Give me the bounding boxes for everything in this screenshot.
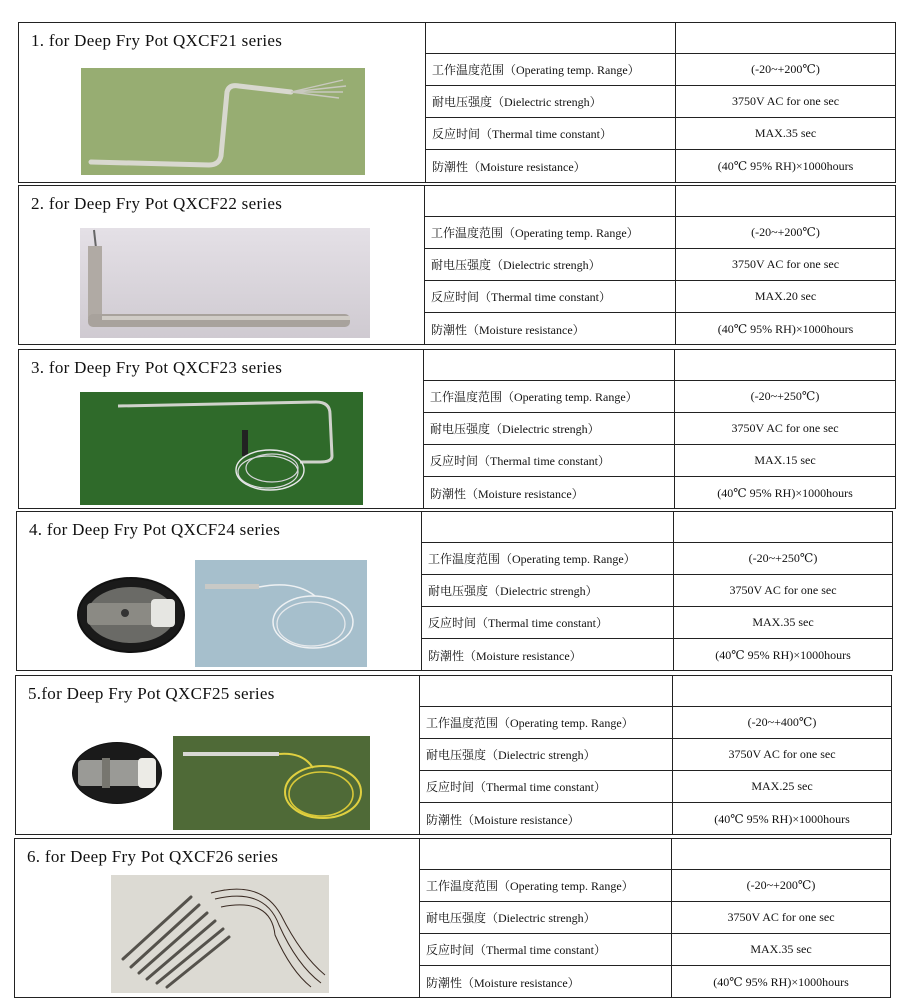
label-cn: 防潮性 — [431, 322, 468, 337]
spec-row-moisture — [422, 639, 892, 671]
label-en: （Moisture resistance） — [464, 648, 582, 663]
spec-row-moisture — [420, 966, 890, 998]
value-dielectric: 3750V AC for one sec — [731, 257, 840, 271]
label-en: （Thermal time constant） — [474, 780, 606, 794]
product-title: 2. for Deep Fry Pot QXCF22 series — [31, 194, 283, 213]
spec-row-temp — [425, 217, 895, 249]
label-en: （Thermal time constant） — [476, 616, 608, 630]
spec-row-response — [425, 281, 895, 313]
label-en: （Dielectric strengh） — [486, 748, 596, 762]
label-en: （Operating temp. Range） — [500, 552, 636, 566]
label-en: （Thermal time constant） — [478, 454, 610, 468]
product-image-panel — [19, 350, 424, 508]
value-temp: (-20~+200℃) — [751, 62, 820, 76]
product-block-4 — [16, 511, 893, 671]
label-en: （Moisture resistance） — [468, 159, 586, 174]
value-dielectric: 3750V AC for one sec — [729, 583, 837, 597]
product-photo — [80, 392, 363, 505]
spec-row-response — [420, 771, 891, 803]
spec-row-moisture — [425, 313, 895, 345]
product-block-1 — [18, 22, 896, 183]
value-response: MAX.15 sec — [754, 453, 816, 467]
label-cn: 反应时间 — [432, 127, 481, 141]
label-cn: 防潮性 — [426, 975, 463, 990]
label-cn: 工作温度范围 — [430, 390, 503, 404]
label-cn: 工作温度范围 — [432, 63, 505, 77]
value-temp: (-20~+250℃) — [750, 389, 820, 403]
label-en: （Operating temp. Range） — [503, 226, 639, 240]
label-cn: 工作温度范围 — [428, 552, 501, 566]
label-en: （Dielectric strengh） — [492, 95, 602, 109]
label-en: （Operating temp. Range） — [498, 716, 634, 730]
spec-header-row — [424, 350, 895, 381]
spec-table — [424, 350, 895, 508]
product-photo — [81, 68, 365, 175]
label-cn: 反应时间 — [430, 454, 479, 468]
spec-row-response — [424, 445, 895, 477]
label-cn: 反应时间 — [426, 943, 475, 957]
label-en: （Operating temp. Range） — [504, 63, 640, 77]
product-block-6 — [14, 838, 891, 998]
label-cn: 反应时间 — [426, 780, 475, 794]
label-en: （Dielectric strengh） — [486, 911, 596, 925]
spec-table — [420, 839, 890, 997]
spec-table — [422, 512, 892, 670]
value-dielectric: 3750V AC for one sec — [728, 747, 836, 761]
value-response: MAX.20 sec — [754, 289, 817, 303]
spec-header-row — [426, 23, 895, 54]
spec-row-moisture — [426, 150, 895, 182]
value-temp: (-20~+250℃) — [748, 551, 818, 565]
value-response: MAX.25 sec — [751, 779, 813, 793]
value-moisture: (40℃ 95% RH)×1000hours — [713, 974, 849, 989]
spec-row-response — [422, 607, 892, 639]
value-moisture: (40℃ 95% RH)×1000hours — [717, 321, 854, 336]
spec-row-dielectric — [420, 739, 891, 771]
product-photo — [111, 875, 329, 993]
spec-header-row — [425, 186, 895, 217]
spec-row-dielectric — [422, 575, 892, 607]
label-en: （Moisture resistance） — [462, 975, 580, 990]
product-title: 3. for Deep Fry Pot QXCF23 series — [31, 358, 283, 377]
label-cn: 反应时间 — [428, 616, 477, 630]
label-cn: 防潮性 — [426, 812, 463, 827]
product-title: 5.for Deep Fry Pot QXCF25 series — [28, 684, 275, 703]
label-cn: 防潮性 — [432, 159, 469, 174]
product-block-5 — [15, 675, 892, 835]
spec-table — [426, 23, 895, 182]
label-cn: 防潮性 — [430, 486, 467, 501]
label-en: （Moisture resistance） — [466, 486, 584, 501]
spec-header-row — [420, 676, 891, 707]
product-image-panel — [15, 839, 420, 997]
value-dielectric: 3750V AC for one sec — [731, 421, 839, 435]
label-cn: 工作温度范围 — [426, 879, 499, 893]
label-en: （Dielectric strengh） — [491, 258, 601, 272]
spec-row-dielectric — [426, 86, 895, 118]
product-image-panel — [19, 23, 426, 182]
value-temp: (-20~+200℃) — [746, 878, 816, 892]
product-block-3 — [18, 349, 896, 509]
label-en: （Moisture resistance） — [467, 322, 585, 337]
spec-header-row — [420, 839, 890, 870]
value-dielectric: 3750V AC for one sec — [727, 910, 835, 924]
spec-row-dielectric — [424, 413, 895, 445]
label-cn: 耐电压强度 — [426, 911, 487, 925]
spec-row-temp — [426, 54, 895, 86]
spec-row-response — [426, 118, 895, 150]
product-title: 4. for Deep Fry Pot QXCF24 series — [29, 520, 281, 539]
spec-table — [425, 186, 895, 344]
label-cn: 防潮性 — [428, 648, 465, 663]
label-en: （Thermal time constant） — [474, 943, 606, 957]
spec-row-moisture — [424, 477, 895, 509]
label-cn: 耐电压强度 — [430, 422, 491, 436]
label-cn: 工作温度范围 — [431, 226, 504, 240]
value-moisture: (40℃ 95% RH)×1000hours — [715, 647, 851, 662]
label-en: （Thermal time constant） — [479, 290, 611, 304]
value-moisture: (40℃ 95% RH)×1000hours — [717, 158, 854, 173]
product-photo — [195, 560, 367, 667]
product-block-2 — [18, 185, 896, 345]
product-image-panel — [17, 512, 422, 670]
label-en: （Thermal time constant） — [480, 127, 612, 141]
product-image-panel — [19, 186, 425, 344]
detail-lens-photo — [77, 577, 185, 653]
spec-row-moisture — [420, 803, 891, 835]
spec-header-row — [422, 512, 892, 543]
spec-row-temp — [424, 381, 895, 413]
product-photo — [80, 228, 370, 338]
label-en: （Operating temp. Range） — [498, 879, 634, 893]
value-response: MAX.35 sec — [754, 126, 817, 140]
label-cn: 耐电压强度 — [426, 748, 487, 762]
product-image-panel — [16, 676, 420, 834]
value-response: MAX.35 sec — [750, 942, 812, 956]
label-cn: 耐电压强度 — [432, 95, 493, 109]
label-cn: 耐电压强度 — [428, 584, 489, 598]
label-en: （Dielectric strengh） — [488, 584, 598, 598]
value-moisture: (40℃ 95% RH)×1000hours — [717, 485, 853, 500]
product-title: 1. for Deep Fry Pot QXCF21 series — [31, 31, 283, 50]
detail-lens-photo — [72, 742, 162, 804]
label-en: （Moisture resistance） — [462, 812, 580, 827]
label-cn: 耐电压强度 — [431, 258, 492, 272]
value-temp: (-20~+200℃) — [751, 225, 820, 239]
label-en: （Operating temp. Range） — [502, 390, 638, 404]
spec-row-response — [420, 934, 890, 966]
value-moisture: (40℃ 95% RH)×1000hours — [714, 811, 850, 826]
label-cn: 工作温度范围 — [426, 716, 499, 730]
spec-row-temp — [422, 543, 892, 575]
value-dielectric: 3750V AC for one sec — [731, 94, 840, 108]
value-temp: (-20~+400℃) — [747, 715, 817, 729]
label-en: （Dielectric strengh） — [490, 422, 600, 436]
product-photo — [173, 736, 370, 830]
spec-table — [420, 676, 891, 834]
spec-row-dielectric — [425, 249, 895, 281]
value-response: MAX.35 sec — [752, 615, 814, 629]
spec-row-temp — [420, 870, 890, 902]
spec-row-dielectric — [420, 902, 890, 934]
product-title: 6. for Deep Fry Pot QXCF26 series — [27, 847, 279, 866]
label-cn: 反应时间 — [431, 290, 480, 304]
spec-row-temp — [420, 707, 891, 739]
